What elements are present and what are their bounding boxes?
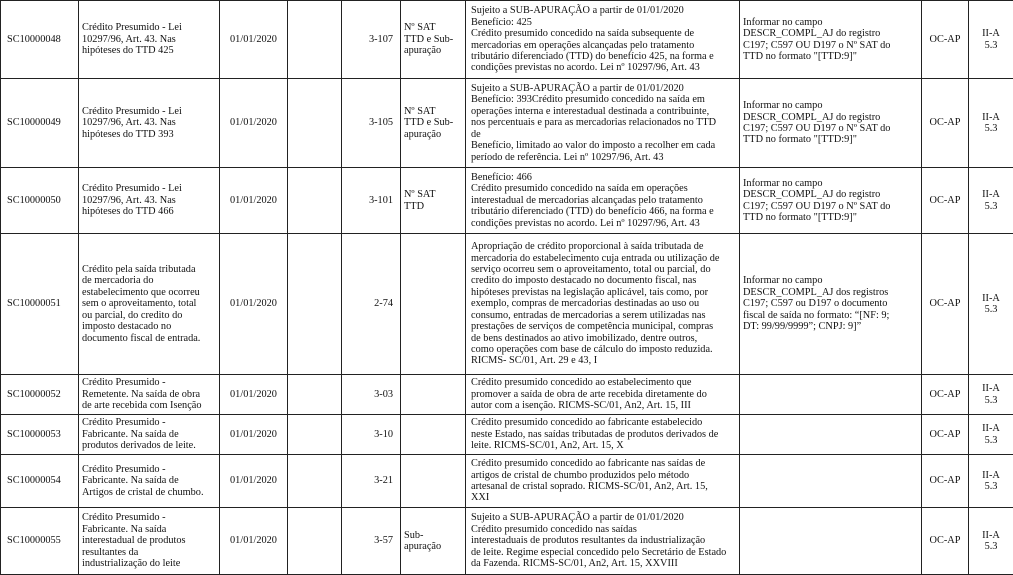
description-cell xyxy=(466,415,740,455)
blank-cell xyxy=(288,508,342,575)
description-cell-line: exemplo, compras de mercadorias destinadas ao uso ou xyxy=(471,298,736,309)
adjustment-title-cell-line: resultantes da xyxy=(82,547,216,558)
adjustment-code-cell: SC10000051 xyxy=(1,234,79,375)
adjustment-title-cell-line: industrialização do leite xyxy=(82,558,216,569)
description-cell-line: Benefício: 393Crédito presumido concedido na saída em xyxy=(471,94,736,105)
filling-instructions-cell-line: DESCR_COMPL_AJ do registro xyxy=(743,189,918,200)
filling-instructions-cell-line: TTD no formato "[TTD:9]" xyxy=(743,134,918,145)
table-row xyxy=(1,168,1013,234)
start-date-cell: 01/01/2020 xyxy=(220,455,288,508)
annex-cell xyxy=(969,168,1013,234)
table-row xyxy=(1,508,1013,575)
filling-instructions-cell-line: DT: 99/99/9999”; CNPJ: 9]” xyxy=(743,321,918,332)
adjustment-code-cell: SC10000049 xyxy=(1,79,79,168)
description-cell-line: condições previstas no acordo. Lei nº 10297/96, Art. 43 xyxy=(471,218,736,229)
description-cell-line: Benefício: 425 xyxy=(471,17,736,28)
filling-instructions-cell-line: Informar no campo xyxy=(743,17,918,28)
adjustment-title-cell-line: 10297/96, Art. 43. Nas xyxy=(82,195,216,206)
adjustment-title-cell-line: Remetente. Na saída de obra xyxy=(82,389,216,400)
description-cell-line: Crédito presumido concedido ao fabricante nas saídas de xyxy=(471,458,736,469)
adjustment-title-cell-line: 10297/96, Art. 43. Nas xyxy=(82,34,216,45)
occurrence-cell: OC-AP xyxy=(922,1,969,79)
adjustment-code-cell: SC10000050 xyxy=(1,168,79,234)
document-type-cell-line: TTD e Sub- xyxy=(404,117,462,128)
start-date-cell: 01/01/2020 xyxy=(220,415,288,455)
description-cell xyxy=(466,455,740,508)
adjustment-code-cell: SC10000055 xyxy=(1,508,79,575)
description-cell-line: RICMS- SC/01, Art. 29 e 43, I xyxy=(471,355,736,366)
annex-cell-line: II-A xyxy=(972,470,1010,481)
description-cell-line: Benefício: 466 xyxy=(471,172,736,183)
adjustment-title-cell-line: Crédito Presumido - xyxy=(82,377,216,388)
adjustment-title-cell-line: Fabricante. Na saída de xyxy=(82,429,216,440)
adjustment-title-cell-line: hipóteses do TTD 425 xyxy=(82,45,216,56)
blank-cell xyxy=(288,79,342,168)
description-cell-line: consumo, entradas de mercadorias a serem utilizadas nas xyxy=(471,310,736,321)
occurrence-cell: OC-AP xyxy=(922,79,969,168)
filling-instructions-cell xyxy=(740,234,922,375)
description-cell-line: artesanal de cristal soprado. RICMS-SC/01, An2, Art. 15, xyxy=(471,481,736,492)
table-row xyxy=(1,1,1013,79)
description-cell-line: de xyxy=(471,129,736,140)
legal-ref-cell: 3-105 xyxy=(342,79,401,168)
filling-instructions-cell xyxy=(740,168,922,234)
adjustment-title-cell xyxy=(79,375,220,415)
adjustment-title-cell-line: estabelecimento que ocorreu xyxy=(82,287,216,298)
filling-instructions-cell xyxy=(740,79,922,168)
document-type-cell xyxy=(401,375,466,415)
start-date-cell: 01/01/2020 xyxy=(220,375,288,415)
adjustment-title-cell xyxy=(79,508,220,575)
filling-instructions-cell-line: Informar no campo xyxy=(743,178,918,189)
blank-cell xyxy=(288,1,342,79)
description-cell-line: tributário diferenciado (TTD) do benefício 466, na forma e xyxy=(471,206,736,217)
legal-ref-cell: 3-03 xyxy=(342,375,401,415)
annex-cell-line: II-A xyxy=(972,383,1010,394)
occurrence-cell: OC-AP xyxy=(922,375,969,415)
adjustment-title-cell xyxy=(79,234,220,375)
filling-instructions-cell-line: C197; C597 OU D197 o Nº SAT do xyxy=(743,201,918,212)
annex-cell-line: 5.3 xyxy=(972,201,1010,212)
table-row xyxy=(1,455,1013,508)
adjustment-title-cell-line: Crédito Presumido - Lei xyxy=(82,183,216,194)
adjustment-title-cell-line: Crédito Presumido - xyxy=(82,417,216,428)
occurrence-cell: OC-AP xyxy=(922,455,969,508)
adjustment-title-cell-line: interestadual de produtos xyxy=(82,535,216,546)
description-cell-line: condições previstas no acordo. Lei nº 10297/96, Art. 43 xyxy=(471,62,736,73)
adjustment-code-cell: SC10000048 xyxy=(1,1,79,79)
description-cell-line: nos percentuais e para as mercadorias relacionados no TTD xyxy=(471,117,736,128)
adjustment-title-cell-line: ou parcial, do credito do xyxy=(82,310,216,321)
filling-instructions-cell xyxy=(740,508,922,575)
table-row xyxy=(1,375,1013,415)
annex-cell xyxy=(969,415,1013,455)
description-cell xyxy=(466,234,740,375)
annex-cell-line: 5.3 xyxy=(972,304,1010,315)
annex-cell-line: 5.3 xyxy=(972,123,1010,134)
adjustment-title-cell-line: imposto destacado no xyxy=(82,321,216,332)
description-cell-line: interestaduais de produtos resultantes da industrialização xyxy=(471,535,736,546)
description-cell-line: neste Estado, nas saídas tributadas de produtos derivados de xyxy=(471,429,736,440)
adjustment-title-cell xyxy=(79,455,220,508)
description-cell-line: Sujeito a SUB-APURAÇÃO a partir de 01/01/2020 xyxy=(471,83,736,94)
table-row xyxy=(1,234,1013,375)
blank-cell xyxy=(288,455,342,508)
description-cell-line: prestações de serviços de competência municipal, compras xyxy=(471,321,736,332)
document-type-cell xyxy=(401,508,466,575)
start-date-cell: 01/01/2020 xyxy=(220,79,288,168)
description-cell-line: mercadoria do estabelecimento cuja entrada ou utilização de xyxy=(471,253,736,264)
description-cell-line: Crédito presumido concedido ao fabricante estabelecido xyxy=(471,417,736,428)
description-cell-line: da Fazenda. RICMS-SC/01, An2, Art. 15, XXVIII xyxy=(471,558,736,569)
description-cell-line: Sujeito a SUB-APURAÇÃO a partir de 01/01/2020 xyxy=(471,5,736,16)
description-cell-line: operações interna e interestadual destinada a contribuinte, xyxy=(471,106,736,117)
adjustment-title-cell-line: 10297/96, Art. 43. Nas xyxy=(82,117,216,128)
occurrence-cell: OC-AP xyxy=(922,168,969,234)
adjustment-title-cell-line: Fabricante. Na saída de xyxy=(82,475,216,486)
filling-instructions-cell-line: Informar no campo xyxy=(743,275,918,286)
legal-ref-cell: 2-74 xyxy=(342,234,401,375)
document-type-cell-line: Sub- xyxy=(404,530,462,541)
description-cell-line: tributário diferenciado (TTD) do benefício 425, na forma e xyxy=(471,51,736,62)
adjustment-title-cell-line: hipóteses do TTD 393 xyxy=(82,129,216,140)
document-type-cell-line: TTD xyxy=(404,201,462,212)
adjustment-title-cell-line: Artigos de cristal de chumbo. xyxy=(82,487,216,498)
adjustment-title-cell-line: Crédito Presumido - xyxy=(82,512,216,523)
filling-instructions-cell xyxy=(740,415,922,455)
document-type-cell xyxy=(401,415,466,455)
description-cell-line: como operações com base de cálculo do imposto reduzida. xyxy=(471,344,736,355)
start-date-cell: 01/01/2020 xyxy=(220,234,288,375)
annex-cell-line: II-A xyxy=(972,112,1010,123)
filling-instructions-cell-line: fiscal de saída no formato: “[NF: 9; xyxy=(743,310,918,321)
adjustment-title-cell xyxy=(79,1,220,79)
document-type-cell-line: Nº SAT xyxy=(404,22,462,33)
document-type-cell-line: Nº SAT xyxy=(404,106,462,117)
description-cell-line: artigos de cristal de chumbo produzidos pelo método xyxy=(471,470,736,481)
document-type-cell-line: apuração xyxy=(404,129,462,140)
document-type-cell xyxy=(401,455,466,508)
description-cell-line: Crédito presumido concedido na saída subsequente de xyxy=(471,28,736,39)
filling-instructions-cell xyxy=(740,455,922,508)
annex-cell xyxy=(969,1,1013,79)
document-type-cell-line: Nº SAT xyxy=(404,189,462,200)
description-cell-line: período de referência. Lei nº 10297/96, Art. 43 xyxy=(471,152,736,163)
document-type-cell-line: apuração xyxy=(404,541,462,552)
description-cell xyxy=(466,1,740,79)
description-cell-line: Apropriação de crédito proporcional à saída tributada de xyxy=(471,241,736,252)
filling-instructions-cell xyxy=(740,375,922,415)
legal-ref-cell: 3-57 xyxy=(342,508,401,575)
description-cell-line: hipóteses previstas na legislação aplicável, tais como, por xyxy=(471,287,736,298)
filling-instructions-cell-line: C197; C597 ou D197 o documento xyxy=(743,298,918,309)
adjustment-title-cell-line: produtos derivados de leite. xyxy=(82,440,216,451)
adjustment-title-cell-line: Crédito pela saída tributada xyxy=(82,264,216,275)
annex-cell xyxy=(969,455,1013,508)
adjustment-title-cell-line: documento fiscal de entrada. xyxy=(82,333,216,344)
annex-cell xyxy=(969,508,1013,575)
occurrence-cell: OC-AP xyxy=(922,415,969,455)
annex-cell-line: II-A xyxy=(972,293,1010,304)
filling-instructions-cell-line: TTD no formato "[TTD:9]" xyxy=(743,51,918,62)
blank-cell xyxy=(288,375,342,415)
annex-cell-line: 5.3 xyxy=(972,435,1010,446)
adjustment-code-cell: SC10000054 xyxy=(1,455,79,508)
blank-cell xyxy=(288,415,342,455)
filling-instructions-cell xyxy=(740,1,922,79)
adjustment-title-cell xyxy=(79,415,220,455)
filling-instructions-cell-line: Informar no campo xyxy=(743,100,918,111)
document-type-cell xyxy=(401,79,466,168)
description-cell-line: Benefício, limitado ao valor do imposto a recolher em cada xyxy=(471,140,736,151)
adjustment-code-cell: SC10000053 xyxy=(1,415,79,455)
annex-cell-line: 5.3 xyxy=(972,395,1010,406)
annex-cell xyxy=(969,234,1013,375)
document-type-cell-line: TTD e Sub- xyxy=(404,34,462,45)
description-cell xyxy=(466,168,740,234)
description-cell-line: serviço ocorreu sem o aproveitamento, total ou parcial, do xyxy=(471,264,736,275)
description-cell-line: autor com a isenção. RICMS-SC/01, An2, Art. 15, III xyxy=(471,400,736,411)
filling-instructions-cell-line: DESCR_COMPL_AJ do registro xyxy=(743,28,918,39)
description-cell-line: leite. RICMS-SC/01, An2, Art. 15, X xyxy=(471,440,736,451)
description-cell xyxy=(466,508,740,575)
annex-cell-line: 5.3 xyxy=(972,481,1010,492)
description-cell-line: Crédito presumido concedido nas saídas xyxy=(471,524,736,535)
legal-ref-cell: 3-107 xyxy=(342,1,401,79)
adjustment-title-cell xyxy=(79,79,220,168)
adjustment-title-cell xyxy=(79,168,220,234)
occurrence-cell: OC-AP xyxy=(922,234,969,375)
description-cell xyxy=(466,375,740,415)
filling-instructions-cell-line: C197; C597 OU D197 o Nº SAT do xyxy=(743,123,918,134)
description-cell xyxy=(466,79,740,168)
annex-cell-line: II-A xyxy=(972,189,1010,200)
description-cell-line: mercadorias em operações alcançadas pelo tratamento xyxy=(471,40,736,51)
adjustment-title-cell-line: Crédito Presumido - Lei xyxy=(82,106,216,117)
document-type-cell-line: apuração xyxy=(404,45,462,56)
blank-cell xyxy=(288,234,342,375)
adjustment-title-cell-line: de mercadoria do xyxy=(82,275,216,286)
annex-cell xyxy=(969,79,1013,168)
table-row xyxy=(1,415,1013,455)
adjustment-title-cell-line: sem o aproveitamento, total xyxy=(82,298,216,309)
description-cell-line: credito do imposto destacado no documento fiscal, nas xyxy=(471,275,736,286)
start-date-cell: 01/01/2020 xyxy=(220,508,288,575)
adjustment-title-cell-line: hipóteses do TTD 466 xyxy=(82,206,216,217)
table-row xyxy=(1,79,1013,168)
adjustment-title-cell-line: Fabricante. Na saída xyxy=(82,524,216,535)
description-cell-line: de bens destinados ao ativo imobilizado, dentre outros, xyxy=(471,333,736,344)
table-body xyxy=(1,1,1013,575)
filling-instructions-cell-line: TTD no formato "[TTD:9]" xyxy=(743,212,918,223)
annex-cell-line: 5.3 xyxy=(972,40,1010,51)
annex-cell-line: 5.3 xyxy=(972,541,1010,552)
annex-cell-line: II-A xyxy=(972,530,1010,541)
description-cell-line: Crédito presumido concedido na saída em operações xyxy=(471,183,736,194)
filling-instructions-cell-line: DESCR_COMPL_AJ do registro xyxy=(743,112,918,123)
description-cell-line: Sujeito a SUB-APURAÇÃO a partir de 01/01/2020 xyxy=(471,512,736,523)
start-date-cell: 01/01/2020 xyxy=(220,168,288,234)
description-cell-line: Crédito presumido concedido ao estabelecimento que xyxy=(471,377,736,388)
description-cell-line: interestadual de mercadorias alcançadas pelo tratamento xyxy=(471,195,736,206)
annex-cell-line: II-A xyxy=(972,28,1010,39)
document-type-cell xyxy=(401,1,466,79)
legal-ref-cell: 3-21 xyxy=(342,455,401,508)
legal-ref-cell: 3-10 xyxy=(342,415,401,455)
adjustment-title-cell-line: de arte recebida com Isenção xyxy=(82,400,216,411)
filling-instructions-cell-line: DESCR_COMPL_AJ dos registros xyxy=(743,287,918,298)
start-date-cell: 01/01/2020 xyxy=(220,1,288,79)
annex-cell-line: II-A xyxy=(972,423,1010,434)
adjustment-code-cell: SC10000052 xyxy=(1,375,79,415)
annex-cell xyxy=(969,375,1013,415)
description-cell-line: promover a saída de obra de arte recebida diretamente do xyxy=(471,389,736,400)
document-type-cell xyxy=(401,234,466,375)
legal-ref-cell: 3-101 xyxy=(342,168,401,234)
adjustment-title-cell-line: Crédito Presumido - Lei xyxy=(82,22,216,33)
occurrence-cell: OC-AP xyxy=(922,508,969,575)
document-type-cell xyxy=(401,168,466,234)
description-cell-line: XXI xyxy=(471,492,736,503)
adjustment-title-cell-line: Crédito Presumido - xyxy=(82,464,216,475)
blank-cell xyxy=(288,168,342,234)
description-cell-line: de leite. Regime especial concedido pelo Secretário de Estado xyxy=(471,547,736,558)
filling-instructions-cell-line: C197; C597 OU D197 o Nº SAT do xyxy=(743,40,918,51)
